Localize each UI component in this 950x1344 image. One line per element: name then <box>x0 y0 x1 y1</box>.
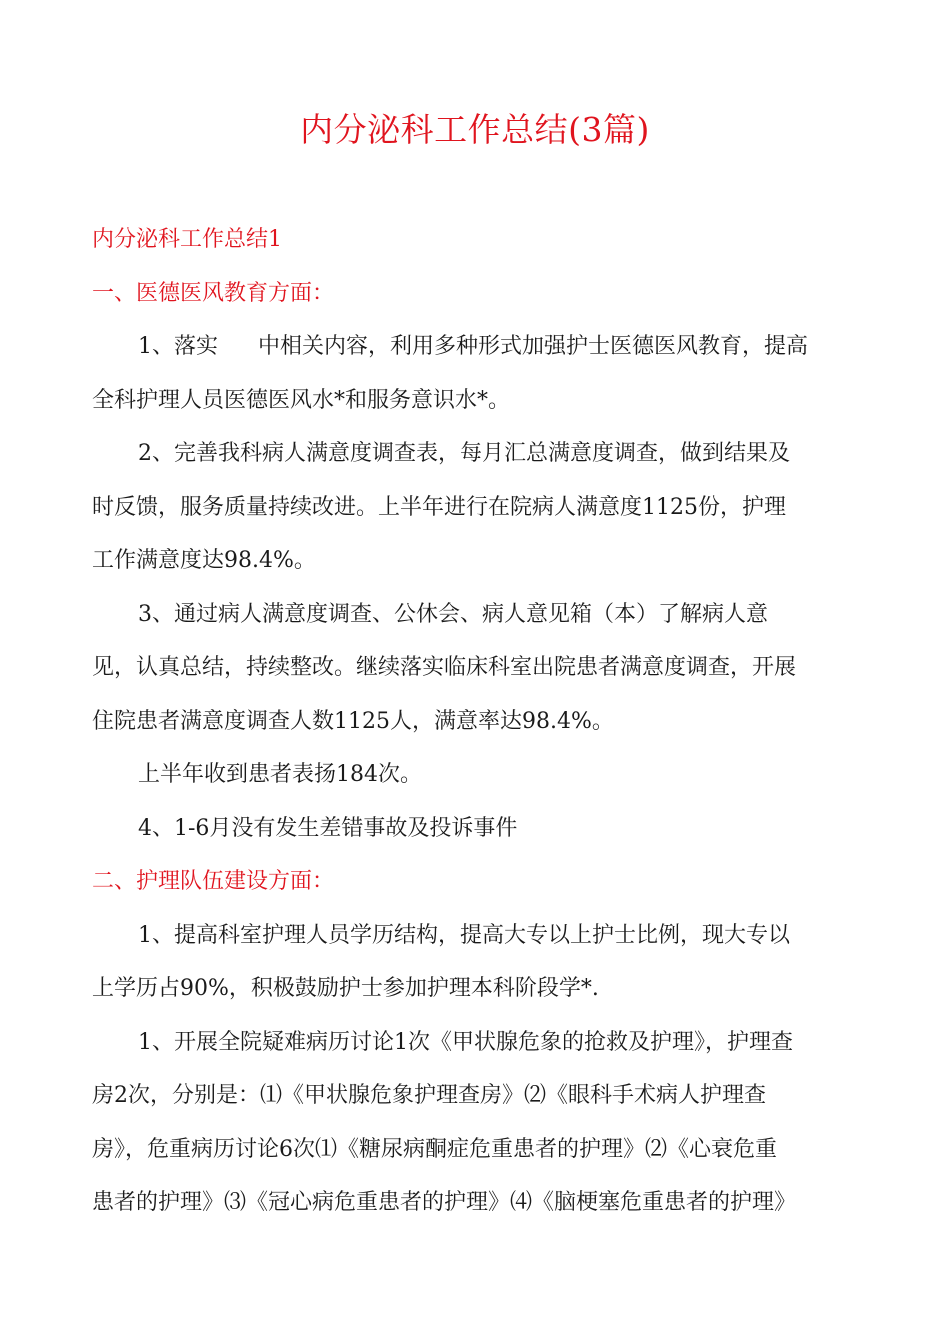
section1-paragraph1-line1 <box>92 320 860 374</box>
section1-paragraph4: 上半年收到患者表扬184次。 <box>138 762 422 787</box>
document-title: 内分泌科工作总结(3篇) <box>300 110 650 149</box>
section-subtitle: 内分泌科工作总结1 <box>92 227 282 252</box>
section2-paragraph1-line1: 1、提高科室护理人员学历结构，提高大专以上护士比例，现大专以 <box>138 922 790 948</box>
section2-paragraph2-line3: 房》，危重病历讨论6次⑴《糖尿病酮症危重患者的护理》⑵《心衰危重 <box>92 1136 777 1162</box>
section1-paragraph5: 4、1-6月没有发生差错事故及投诉事件 <box>138 815 518 841</box>
section2-paragraph2-line1: 1、开展全院疑难病历讨论1次《甲状腺危象的抢救及护理》，护理查 <box>138 1029 793 1055</box>
section2-heading: 二、护理队伍建设方面： <box>92 869 335 894</box>
section1-paragraph3-line1: 3、通过病人满意度调查、公休会、病人意见箱（本）了解病人意 <box>138 601 768 627</box>
section2-paragraph2-line4: 患者的护理》⑶《冠心病危重患者的护理》⑷《脑梗塞危重患者的护理》 <box>92 1190 797 1215</box>
section1-heading: 一、医德医风教育方面： <box>92 280 335 306</box>
section1-paragraph3-line2: 见，认真总结，持续整改。继续落实临床科室出院患者满意度调查，开展 <box>92 655 797 680</box>
section2-paragraph1-line2: 上学历占90%，积极鼓励护士参加护理本科阶段学*. <box>92 976 599 1001</box>
document-body <box>92 213 860 1230</box>
section1-paragraph1-line2: 全科护理人员医德医风水*和服务意识水*。 <box>92 387 511 413</box>
paragraph-text: 1、落实 <box>138 334 218 359</box>
paragraph-text: 中相关内容，利用多种形式加强护士医德医风教育，提高 <box>258 334 809 359</box>
section1-paragraph2-line2: 时反馈，服务质量持续改进。上半年进行在院病人满意度1125份，护理 <box>92 494 786 520</box>
section1-paragraph3-line3: 住院患者满意度调查人数1125人，满意率达98.4%。 <box>92 708 614 734</box>
section1-paragraph2-line3: 工作满意度达98.4%。 <box>92 548 316 573</box>
section1-paragraph2-line1: 2、完善我科病人满意度调查表，每月汇总满意度调查，做到结果及 <box>138 441 790 466</box>
section2-paragraph2-line2: 房2次，分别是：⑴《甲状腺危象护理查房》⑵《眼科手术病人护理查 <box>92 1083 766 1108</box>
